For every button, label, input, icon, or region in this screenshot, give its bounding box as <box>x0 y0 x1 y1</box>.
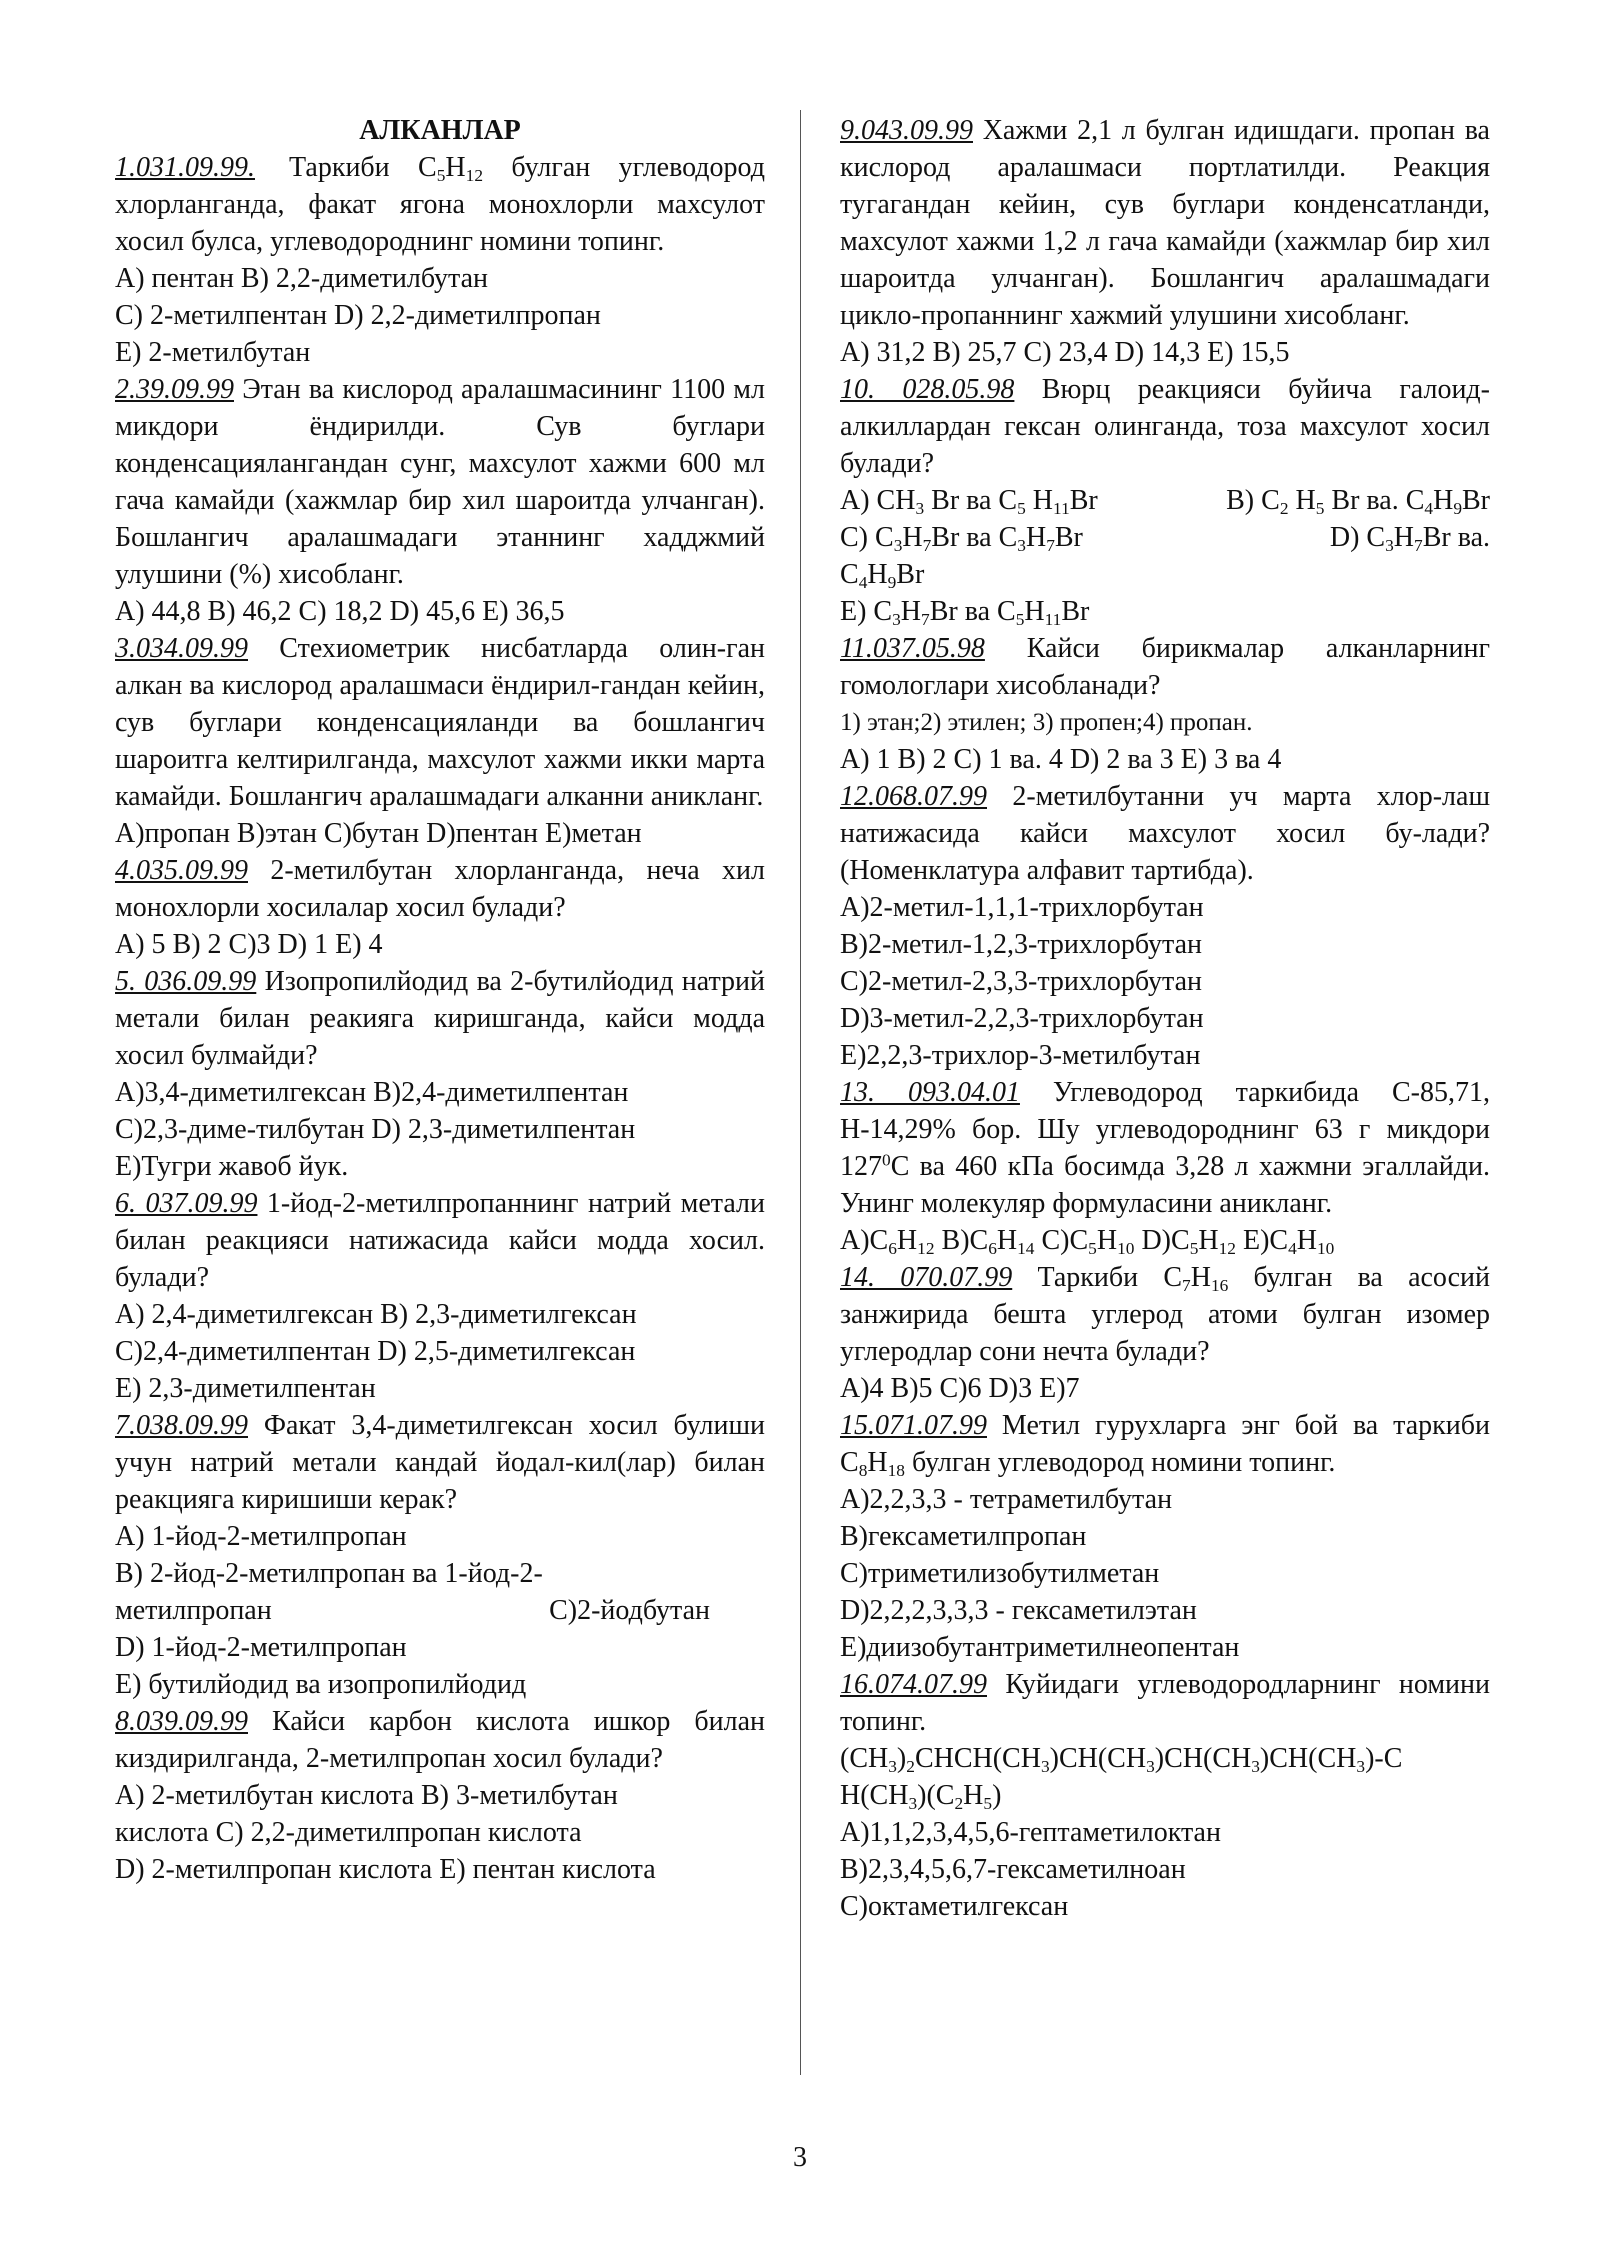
answer-line: A)4 B)5 C)6 D)3 E)7 <box>840 1373 1080 1404</box>
question-number: 7.038.09.99 <box>115 1410 248 1441</box>
answer-line: A)1,1,2,3,4,5,6-гептаметилоктан <box>840 1817 1221 1848</box>
answer-line <box>840 482 1490 519</box>
page-title: АЛКАНЛАР <box>359 115 521 146</box>
answer-line: A)2-метил-1,1,1-трихлорбутан <box>840 892 1204 923</box>
answer-line: D) 1-йод-2-метилпропан <box>115 1632 407 1663</box>
question-14: 14. 070.07.99 Таркиби $С_7Н_{16}$ булган ва асосий занжирида бешта углерод атоми булган изомер углеродлар сони нечта булади? <box>840 1262 1491 1367</box>
question-16: 16.074.07.99 Куйидаги углеводородларнинг номини топинг. <box>840 1669 1490 1737</box>
answer-line: C)2,3-диме-тилбутан D) 2,3-диметилпентан <box>115 1114 636 1145</box>
answer-option: D) $C_3H_7Br$ ва. <box>1329 522 1490 555</box>
answer-option: C) $C_3H_7Br$ ва $C_3H_7Br$ <box>840 522 1083 555</box>
question-13: 13. 093.04.01 Углеводород таркибида С-85,71, Н-14,29% бор. Шу углеводороднинг 63 г микдори $127^0С$ ва 460 кПа босимда 3,28 л хажмни эгаллайди. Унинг молекуляр формуласини аникланг. <box>840 1077 1491 1219</box>
answer-line: C)триметилизобутилметан <box>840 1558 1160 1589</box>
answer-line: D) 2-метилпропан кислота E) пентан кислота <box>115 1854 656 1885</box>
answer-line: B)2-метил-1,2,3-трихлорбутан <box>840 929 1203 960</box>
answer-line: A)пропан B)этан C)бутан D)пентан E)метан <box>115 818 642 849</box>
answer-option: A) $CH_3$ Br ва $C_5$ $H_{11}Br$ <box>840 485 1098 518</box>
answer-option: B) $C_2$ $H_5$ Br ва. $C_4H_9Br$ <box>1226 485 1490 518</box>
answer-line: B)2,3,4,5,6,7-гексаметилноан <box>840 1854 1186 1885</box>
answer-line: E)Тугри жавоб йук. <box>115 1151 349 1182</box>
answer-line: A) пентан B) 2,2-диметилбутан <box>115 263 488 294</box>
question-number: 11.037.05.98 <box>840 633 985 664</box>
column-divider <box>800 110 801 2075</box>
answer-line: A) 44,8 B) 46,2 C) 18,2 D) 45,6 E) 36,5 <box>115 596 565 627</box>
answer-line: E) 2,3-диметилпентан <box>115 1373 376 1404</box>
question-number: 10. 028.05.98 <box>840 374 1015 405</box>
question-number: 15.071.07.99 <box>840 1410 987 1441</box>
question-number: 3.034.09.99 <box>115 633 248 664</box>
question-number: 12.068.07.99 <box>840 781 987 812</box>
question-1: 1.031.09.99. Таркиби $С_5Н_{12}$ булган углеводород хлорланганда, факат ягона монохлорли махсулот хосил булса, углеводороднинг номини топинг. <box>115 152 765 257</box>
answer-line: A) 1 B) 2 C) 1 ва. 4 D) 2 ва 3 E) 3 ва 4 <box>840 744 1282 775</box>
right-column <box>840 112 1490 1925</box>
answer-line: E) $C_3H_7Br$ ва $C_5H_{11}Br$ <box>840 596 1090 629</box>
answer-line: E) 2-метилбутан <box>115 337 311 368</box>
question-12: 12.068.07.99 2-метилбутанни уч марта хлор-лаш натижасида кайси махсулот хосил бу-лади? (Номенклатура алфавит тартибда). <box>840 781 1490 886</box>
question-7: 7.038.09.99 Факат 3,4-диметилгексан хосил булиши учун натрий метали кандай йодал-кил(лар) билан реакцияга киришиши керак? <box>115 1410 765 1515</box>
question-10: 10. 028.05.98 Вюрц реакцияси буйича галоид-алкиллардан гексан олинганда, тоза махсулот хосил булади? <box>840 374 1491 479</box>
question-number: 8.039.09.99 <box>115 1706 248 1737</box>
answer-line: C)2-метил-2,3,3-трихлорбутан <box>840 966 1203 997</box>
question-number: 16.074.07.99 <box>840 1669 987 1700</box>
answer-line: A) 2,4-диметилгексан B) 2,3-диметилгексан <box>115 1299 637 1330</box>
page-number: 3 <box>793 2142 807 2173</box>
answer-line: метилпропан C)2-йодбутан <box>115 1595 710 1626</box>
answer-line: E)диизобутантриметилнеопентан <box>840 1632 1240 1663</box>
answer-line: C)2,4-диметилпентан D) 2,5-диметилгексан <box>115 1336 636 1367</box>
question-2: 2.39.09.99 Этан ва кислород аралашмасининг 1100 мл микдори ёндирилди. Сув буглари конденсациялангандан сунг, махсулот хажми 600 мл гача камайди (хажмлар бир хил шароитда улчанган). Бошлангич аралашмадаги этаннинг хадджмий улушини (%) хисобланг. <box>115 374 765 590</box>
answer-line: E)2,2,3-трихлор-3-метилбутан <box>840 1040 1201 1071</box>
question-8: 8.039.09.99 Кайси карбон кислота ишкор билан киздирилганда, 2-метилпропан хосил булади? <box>115 1706 765 1774</box>
question-4: 4.035.09.99 2-метилбутан хлорланганда, неча хил монохлорли хосилалар хосил булади? <box>115 855 765 923</box>
question-number: 14. 070.07.99 <box>840 1262 1013 1293</box>
answer-line: B) 2-йод-2-метилпропан ва 1-йод-2- <box>115 1558 543 1589</box>
question-number: 6. 037.09.99 <box>115 1188 258 1219</box>
answer-line: A) 31,2 B) 25,7 C) 23,4 D) 14,3 E) 15,5 <box>840 337 1290 368</box>
question-9: 9.043.09.99 Хажми 2,1 л булган идишдаги. пропан ва кислород аралашмаси портлатилди. Реакция тугагандан кейин, сув буглари конденсатланди, махсулот хажми 1,2 л гача камайди (хажмлар бир хил шароитда улчанган). Бошлангич аралашмадаги цикло-пропаннинг хажмий улушини хисобланг. <box>840 115 1490 331</box>
structural-formula: $(CH_3)_2CHCH(CH_3)CH(CH_3)CH(CH_3)CH(CH_3)-C$ <box>840 1743 1403 1776</box>
answer-line: C)октаметилгексан <box>840 1891 1069 1922</box>
left-column <box>115 112 765 1888</box>
question-number: 4.035.09.99 <box>115 855 248 886</box>
answer-line: кислота C) 2,2-диметилпропан кислота <box>115 1817 582 1848</box>
answer-line: A) 2-метилбутан кислота B) 3-метилбутан <box>115 1780 618 1811</box>
compound-list: 1) этан;2) этилен; 3) пропен;4) пропан. <box>840 709 1253 736</box>
question-3: 3.034.09.99 Стехиометрик нисбатларда олин-ган алкан ва кислород аралашмаси ёндирил-гандан кейин, сув буглари конденсацияланди ва бошлангич шароитга келтирилганда, махсулот хажми икки марта камайди. Бошлангич аралашмадаги алканни аникланг. <box>115 633 765 812</box>
question-number: 1.031.09.99. <box>115 152 255 183</box>
answer-line: A) 1-йод-2-метилпропан <box>115 1521 407 1552</box>
answer-line: A)3,4-диметилгексан B)2,4-диметилпентан <box>115 1077 629 1108</box>
answer-line: C) 2-метилпентан D) 2,2-диметилпропан <box>115 300 601 331</box>
answer-line: $A)C_6H_{12}$ $B)C_6H_{14}$ $C)C_5H_{10}$ $D)C_5H_{12}$ $E)C_4H_{10}$ <box>840 1225 1335 1258</box>
answer-line: E) бутилйодид ва изопропилйодид <box>115 1669 527 1700</box>
answer-line: D)2,2,2,3,3,3 - гексаметилэтан <box>840 1595 1197 1626</box>
question-6: 6. 037.09.99 1-йод-2-метилпропаннинг натрий метали билан реакцияси натижасида кайси модда хосил. булади? <box>115 1188 765 1293</box>
answer-line: A)2,2,3,3 - тетраметилбутан <box>840 1484 1173 1515</box>
question-5: 5. 036.09.99 Изопропилйодид ва 2-бутилйодид натрий метали билан реакияга киришганда, кайси модда хосил булмайди? <box>115 966 766 1071</box>
question-number: 5. 036.09.99 <box>115 966 257 997</box>
answer-line: D)3-метил-2,2,3-трихлорбутан <box>840 1003 1204 1034</box>
question-number: 9.043.09.99 <box>840 115 973 146</box>
question-number: 2.39.09.99 <box>115 374 234 405</box>
question-15: 15.071.07.99 Метил гурухларга энг бой ва таркиби $С_8Н_{18}$ булган углеводород номини топинг. <box>840 1410 1490 1480</box>
question-11: 11.037.05.98 Кайси бирикмалар алканларнинг гомологлари хисобланади? <box>840 633 1490 701</box>
answer-line: $C_4H_9Br$ <box>840 559 925 592</box>
answer-line <box>840 519 1490 556</box>
answer-line: A) 5 B) 2 C)3 D) 1 E) 4 <box>115 929 383 960</box>
answer-line: B)гексаметилпропан <box>840 1521 1087 1552</box>
question-number: 13. 093.04.01 <box>840 1077 1020 1108</box>
structural-formula: $H(CH_3)(C_2H_5)$ <box>840 1780 1002 1813</box>
